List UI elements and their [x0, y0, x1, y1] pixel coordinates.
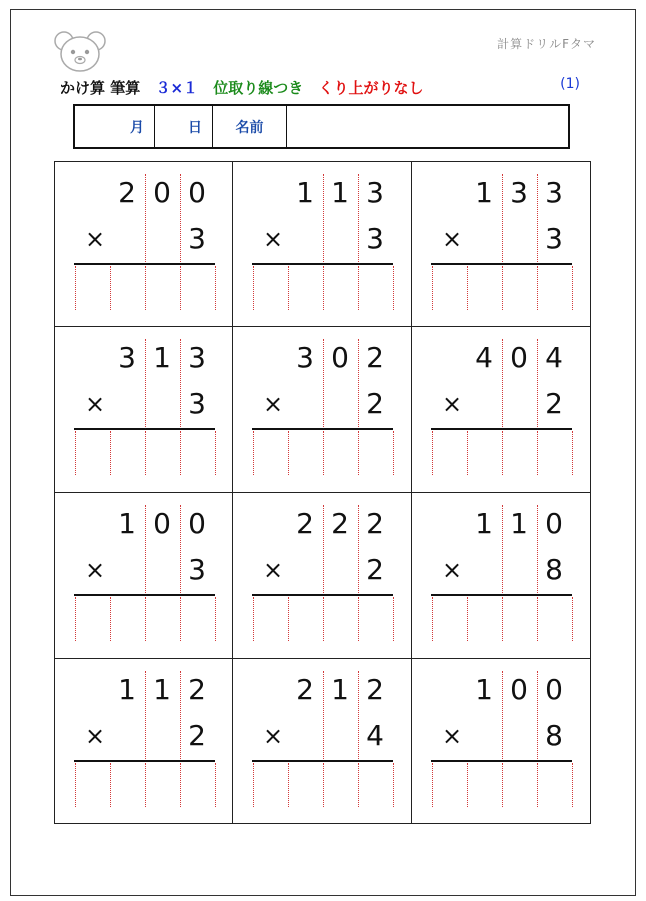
- answer-area[interactable]: [432, 597, 572, 641]
- answer-place-line: [572, 266, 573, 310]
- answer-place-line: [215, 431, 216, 475]
- multiplicand-digit: 3: [118, 341, 136, 374]
- multiply-sign: ×: [84, 390, 106, 418]
- multiplier-digit: 8: [545, 553, 563, 586]
- answer-rule: [431, 428, 572, 430]
- brand-label: 計算ドリルFタマ: [497, 37, 596, 51]
- multiplier-digit: 2: [366, 387, 384, 420]
- multiplicand-digit: 3: [188, 341, 206, 374]
- worksheet-title: [60, 77, 434, 98]
- problem-grid: [54, 161, 591, 824]
- problem-cell: [55, 327, 234, 493]
- multiply-sign: ×: [441, 556, 463, 584]
- multiplicand-digit: 3: [296, 341, 314, 374]
- multiply-sign: ×: [441, 390, 463, 418]
- answer-area[interactable]: [253, 763, 393, 807]
- multiplicand-digit: 0: [188, 507, 206, 540]
- answer-place-line: [215, 763, 216, 807]
- multiplicand-digit: 2: [296, 673, 314, 706]
- problem-cell: [233, 327, 412, 493]
- multiplier-digit: 8: [545, 719, 563, 752]
- multiplier-digit: 3: [188, 553, 206, 586]
- problem-cell: [233, 659, 412, 825]
- multiplicand-digit: 0: [510, 673, 528, 706]
- multiplicand-digit: 1: [475, 176, 493, 209]
- multiply-sign: ×: [84, 556, 106, 584]
- multiplicand-digit: 1: [331, 176, 349, 209]
- day-cell[interactable]: [155, 106, 213, 147]
- multiplicand-digit: 2: [118, 176, 136, 209]
- multiplicand-digit: 1: [475, 507, 493, 540]
- answer-area[interactable]: [253, 431, 393, 475]
- multiplicand-digit: 0: [545, 673, 563, 706]
- problem-cell: [412, 659, 591, 825]
- multiplicand-digit: 0: [188, 176, 206, 209]
- name-date-box: [73, 104, 570, 149]
- problem-cell: [55, 162, 234, 328]
- multiplicand-digit: 2: [366, 341, 384, 374]
- multiplier-digit: 2: [188, 719, 206, 752]
- multiplicand-digit: 2: [188, 673, 206, 706]
- multiplicand-digit: 1: [118, 507, 136, 540]
- answer-area[interactable]: [75, 763, 215, 807]
- month-cell[interactable]: [75, 106, 155, 147]
- problem-cell: [412, 327, 591, 493]
- multiplier-digit: 2: [545, 387, 563, 420]
- multiplicand-digit: 4: [475, 341, 493, 374]
- answer-place-line: [572, 431, 573, 475]
- answer-place-line: [393, 431, 394, 475]
- multiplicand-digit: 0: [153, 507, 171, 540]
- answer-place-line: [393, 266, 394, 310]
- multiplier-digit: 3: [545, 222, 563, 255]
- answer-place-line: [393, 597, 394, 641]
- sheet-number: (1): [560, 76, 580, 92]
- answer-rule: [252, 594, 393, 596]
- name-label-cell: [213, 106, 287, 147]
- answer-rule: [252, 428, 393, 430]
- month-label: 月: [130, 119, 144, 136]
- multiply-sign: ×: [262, 225, 284, 253]
- answer-rule: [74, 428, 215, 430]
- answer-area[interactable]: [253, 597, 393, 641]
- answer-place-line: [572, 763, 573, 807]
- answer-area[interactable]: [75, 266, 215, 310]
- multiplicand-digit: 2: [331, 507, 349, 540]
- multiply-sign: ×: [262, 556, 284, 584]
- multiplicand-digit: 3: [510, 176, 528, 209]
- multiplicand-digit: 1: [331, 673, 349, 706]
- multiplicand-digit: 2: [366, 673, 384, 706]
- problem-cell: [55, 659, 234, 825]
- multiplicand-digit: 0: [153, 176, 171, 209]
- answer-rule: [431, 263, 572, 265]
- answer-area[interactable]: [432, 266, 572, 310]
- multiplier-digit: 3: [188, 222, 206, 255]
- multiplicand-digit: 0: [545, 507, 563, 540]
- multiply-sign: ×: [84, 225, 106, 253]
- answer-rule: [74, 594, 215, 596]
- name-label: 名前: [235, 119, 264, 136]
- answer-area[interactable]: [75, 431, 215, 475]
- bear-face-icon: [52, 29, 108, 73]
- multiplicand-digit: 1: [153, 341, 171, 374]
- title-part-1: かけ算 筆算: [60, 79, 141, 97]
- answer-area[interactable]: [432, 763, 572, 807]
- answer-place-line: [572, 597, 573, 641]
- answer-rule: [431, 760, 572, 762]
- multiplier-digit: 3: [188, 387, 206, 420]
- multiplier-digit: 4: [366, 719, 384, 752]
- title-part-4: くり上がりなし: [318, 79, 424, 97]
- answer-place-line: [393, 763, 394, 807]
- answer-area[interactable]: [432, 431, 572, 475]
- answer-rule: [74, 760, 215, 762]
- title-part-3: 位取り線つき: [213, 79, 304, 97]
- multiplicand-digit: 3: [545, 176, 563, 209]
- multiplicand-digit: 1: [510, 507, 528, 540]
- name-input-cell[interactable]: [287, 106, 568, 147]
- multiplicand-digit: 1: [118, 673, 136, 706]
- multiply-sign: ×: [262, 390, 284, 418]
- day-label: 日: [188, 119, 202, 136]
- title-part-2: ３×１: [155, 79, 199, 97]
- problem-cell: [55, 493, 234, 659]
- multiplicand-digit: 4: [545, 341, 563, 374]
- multiplicand-digit: 2: [296, 507, 314, 540]
- multiplicand-digit: 2: [366, 507, 384, 540]
- multiplicand-digit: 1: [153, 673, 171, 706]
- multiplicand-digit: 1: [296, 176, 314, 209]
- multiplier-digit: 3: [366, 222, 384, 255]
- multiplicand-digit: 3: [366, 176, 384, 209]
- multiply-sign: ×: [262, 722, 284, 750]
- multiplicand-digit: 0: [510, 341, 528, 374]
- multiplier-digit: 2: [366, 553, 384, 586]
- multiply-sign: ×: [441, 722, 463, 750]
- answer-rule: [431, 594, 572, 596]
- answer-rule: [252, 263, 393, 265]
- answer-rule: [252, 760, 393, 762]
- answer-place-line: [215, 597, 216, 641]
- answer-area[interactable]: [75, 597, 215, 641]
- problem-cell: [233, 162, 412, 328]
- multiply-sign: ×: [441, 225, 463, 253]
- answer-place-line: [215, 266, 216, 310]
- multiplicand-digit: 0: [331, 341, 349, 374]
- problem-cell: [412, 493, 591, 659]
- answer-area[interactable]: [253, 266, 393, 310]
- problem-cell: [412, 162, 591, 328]
- multiplicand-digit: 1: [475, 673, 493, 706]
- problem-cell: [233, 493, 412, 659]
- multiply-sign: ×: [84, 722, 106, 750]
- answer-rule: [74, 263, 215, 265]
